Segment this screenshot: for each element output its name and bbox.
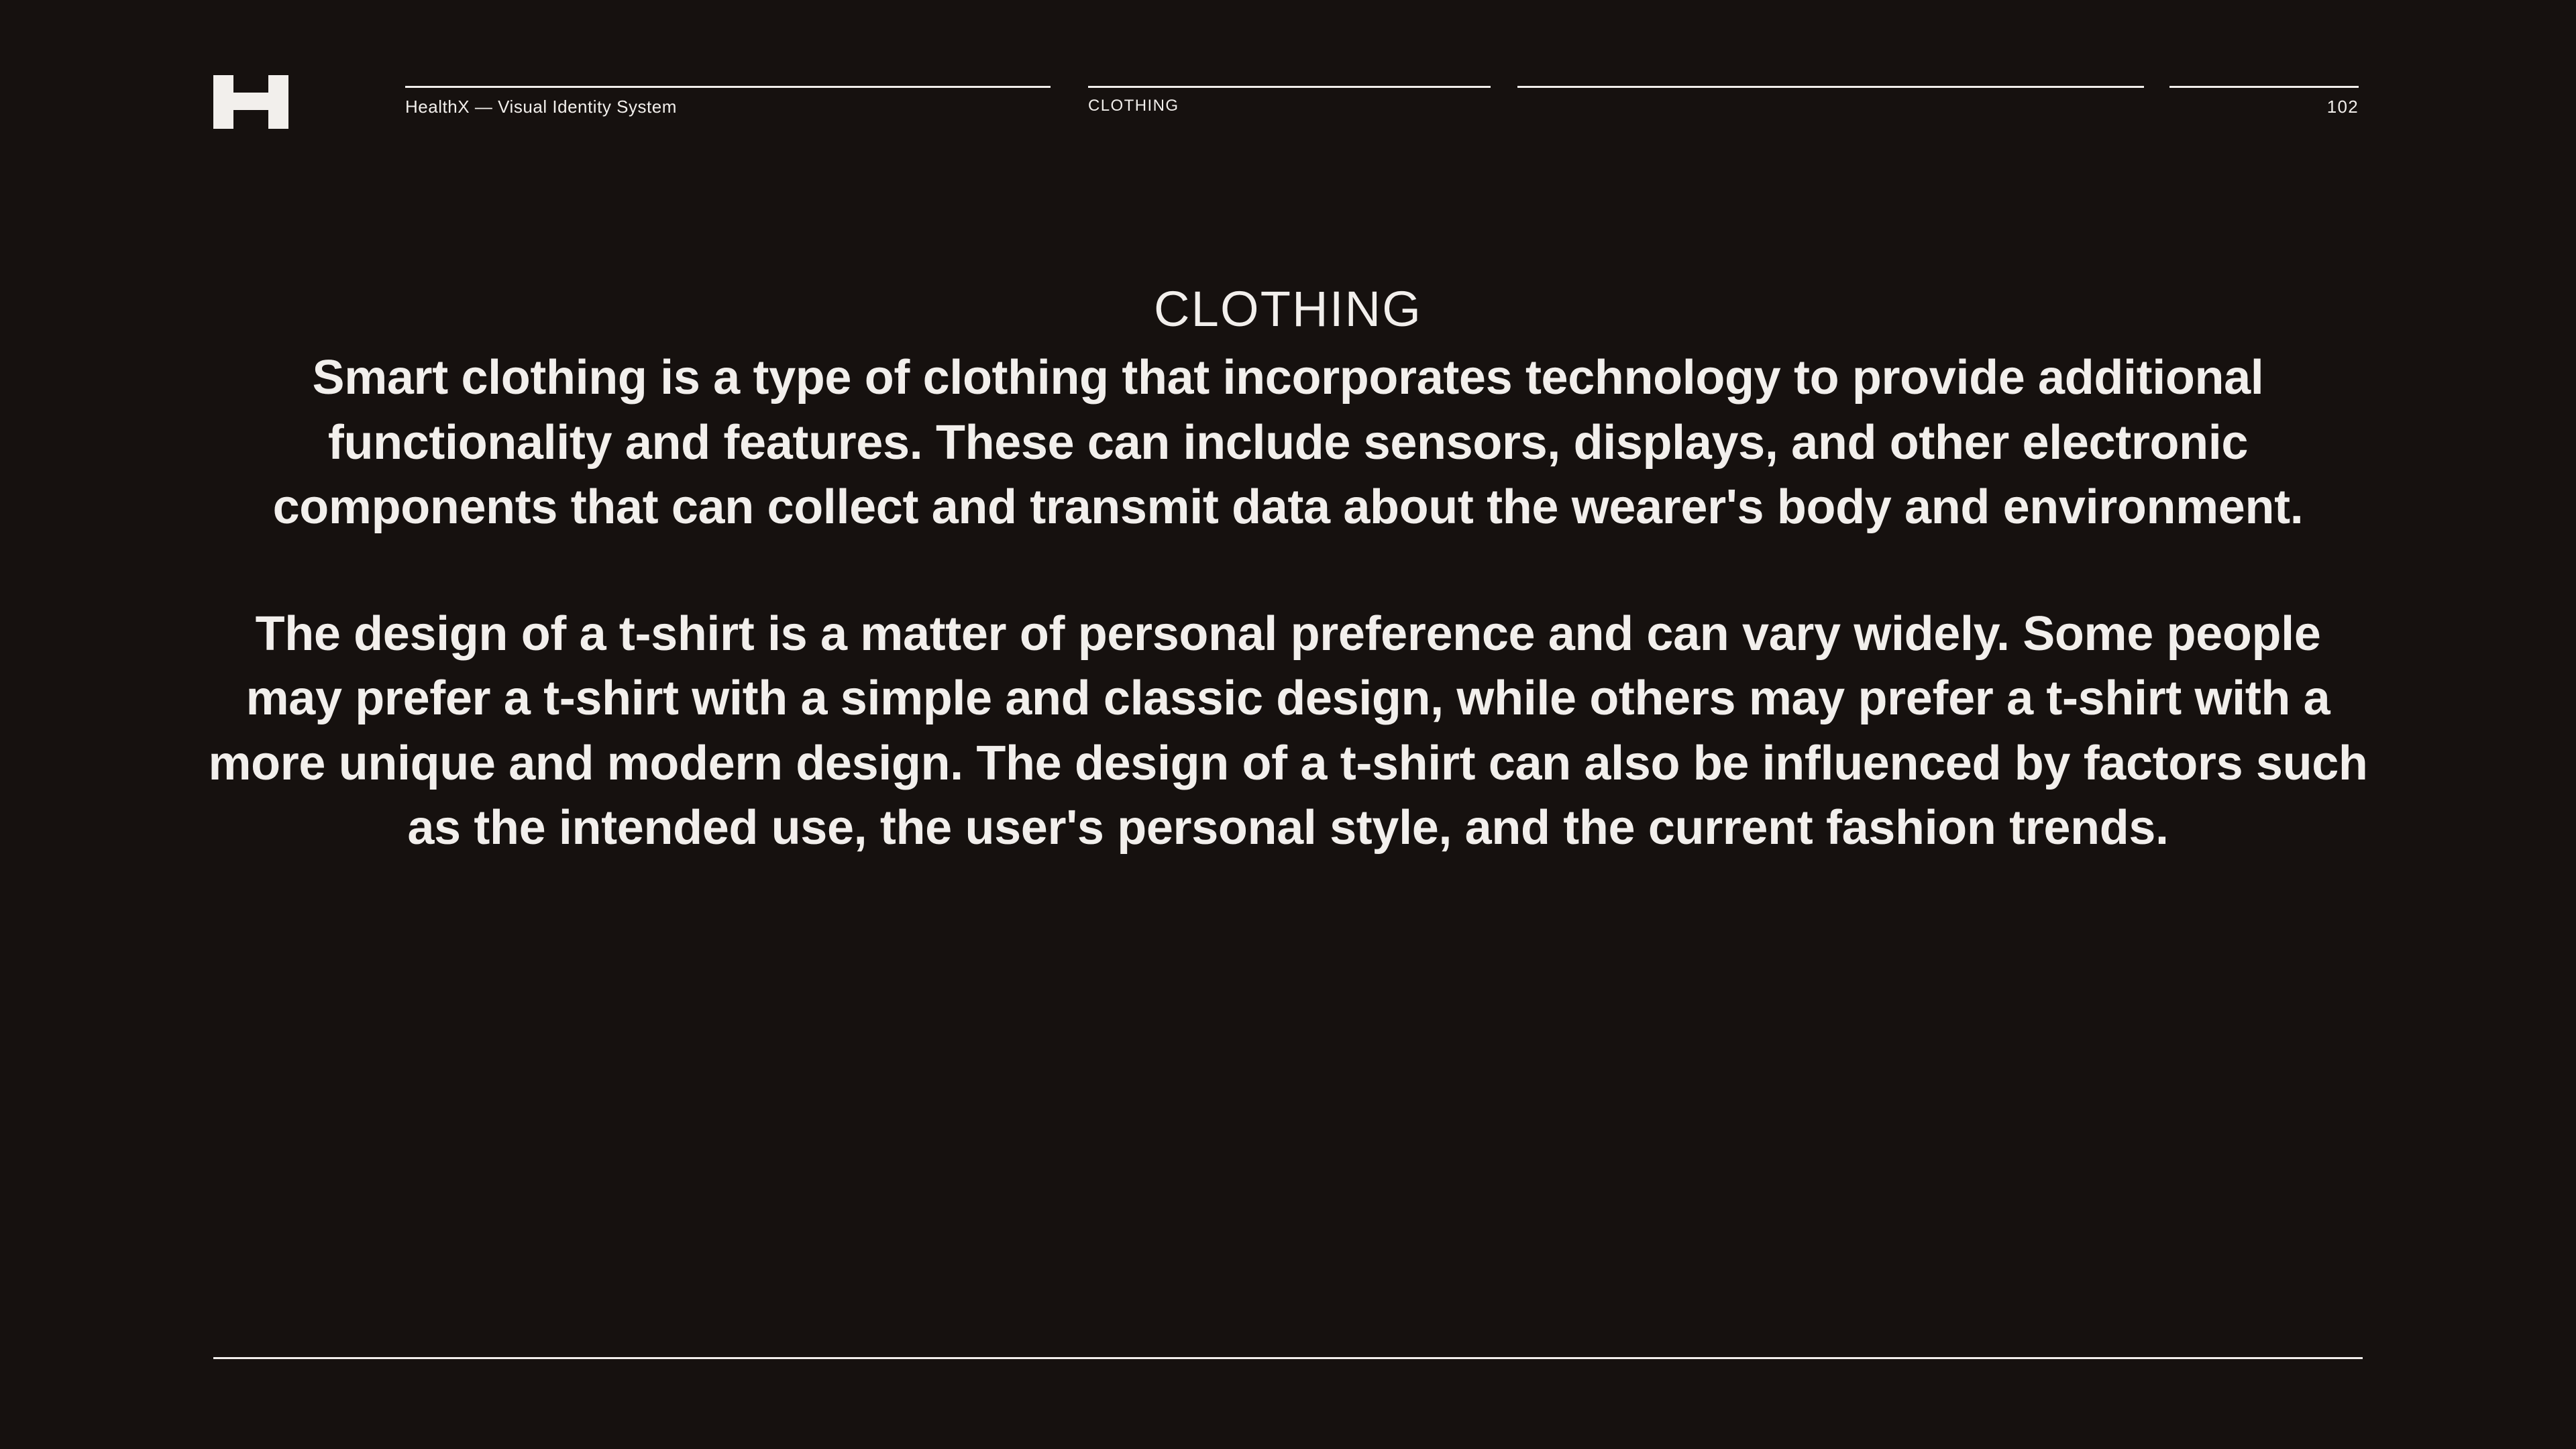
main-content (161, 282, 2415, 861)
page-header (0, 64, 2576, 145)
logo-bar-right (268, 75, 288, 129)
header-rule-3 (1517, 86, 2144, 88)
page-title: CLOTHING (1153, 281, 1423, 337)
healthx-logo-icon (213, 75, 288, 129)
header-rule-4 (2169, 86, 2359, 88)
logo-bar-left (213, 75, 233, 129)
body-paragraph-2: The design of a t-shirt is a matter of personal preference and can vary widely. Some people may prefer a t-shirt with a simple and classic design, while others may prefer a t-shirt with a more unique and modern design. The design of a t-shirt can also be influenced by factors such as the intended use, the user's personal style, and the current fashion trends. (208, 606, 2368, 855)
project-title: HealthX — Visual Identity System (405, 97, 677, 117)
header-rule-2 (1088, 86, 1491, 88)
page-number: 102 (2326, 97, 2359, 117)
footer-divider (213, 1357, 2363, 1359)
header-rule-1 (405, 86, 1051, 88)
section-label: CLOTHING (1088, 97, 1179, 115)
body-paragraph-1: Smart clothing is a type of clothing that incorporates technology to provide additional functionality and features. These can include sensors, displays, and other electronic components that can collect and transmit data about the wearer's body and environment. (272, 351, 2304, 535)
logo-bar-middle (232, 93, 270, 110)
